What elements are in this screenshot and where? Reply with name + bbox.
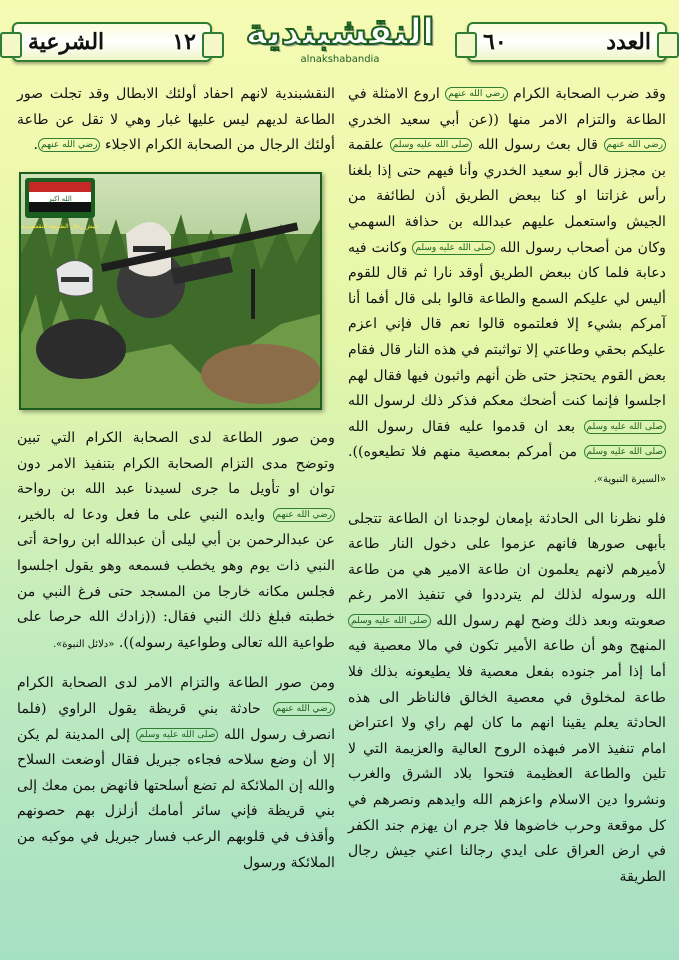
honorific-prophet-icon: صلى الله عليه وسلم bbox=[584, 445, 667, 459]
honorific-sahaba-icon: رضي الله عنهم bbox=[273, 508, 335, 522]
left-column bbox=[17, 82, 335, 173]
page-number: ١٢ bbox=[172, 29, 196, 55]
honorific-prophet-icon: صلى الله عليه وسلم bbox=[584, 420, 667, 434]
logo-subtitle: alnakshabandia bbox=[300, 54, 380, 65]
paragraph-analysis: فلو نظرنا الى الحادثة بإمعان لوجدنا ان الطاعة تتجلى بأبهى صورها فانهم عزموا على دخول النار طاعة لأميرهم لانهم يعلمون ان طاعة الامير هي من طاعة الله ورسوله لذلك لم يترددوا في تنفيذ الامر رغم صعوبته وبعد ذلك وضح لهم رسول الله صلى الله عليه وسلم المنهج وهو أن طاعة الأمير تكون في مالا معصية فيه أما إذا أمر جنوده بفعل معصية فلا يطيعونه بذلك فلا طاعة لمخلوق في معصية الخالق فالناظر الى هذه الحادثة يعلم يقينا انهم ما كان لهم راي ولا اعتراض امام تنفيذ الامر فبهذه الروح العالية والعزيمة التي لا تلين والطاعة العظيمة فتحوا بلاد الشرق والغرب ونشروا دين الاسلام واعزهم الله وايدهم ونصرهم في كل موقعة وحرب خاضوها فلا جرم ان يهزم جند الكفر في ارض العراق على ايدي رجالنا اعني جيش رجال الطريقة bbox=[348, 510, 666, 885]
section-banner bbox=[12, 22, 212, 62]
honorific-prophet-icon: صلى الله عليه وسلم bbox=[348, 614, 431, 628]
source-citation: «السيرة النبوية». bbox=[593, 473, 666, 485]
honorific-sahaba-icon: رضي الله عنهم bbox=[38, 138, 100, 152]
paragraph-ibn-rawaha: ومن صور الطاعة لدى الصحابة الكرام التي تبين وتوضح مدى التزام الصحابة الكرام بتنفيذ الامر دون توان او تأويل ما جرى لسيدنا عبد الله بن رواحة رضي الله عنهم وايده النبي على ما فعل ودعا له بالخير، عن عبدالرحمن بن أبي ليلى أن عبدالله ابن رواحة أتى النبي ذات يوم وهو يخطب فسمعه وهو يقول اجلسوا فجلس مكانه خارجا من المسجد حتى فرغ النبي من خطبته فبلغ ذلك النبي فقال: ((زادك الله حرصا على طواعية الله تعالى وطواعية رسوله)). «دلائل النبوة». bbox=[17, 430, 335, 651]
issue-banner bbox=[467, 22, 667, 62]
soldiers-photo bbox=[19, 172, 322, 410]
paragraph-bani-qurayza: ومن صور الطاعة والتزام الامر لدى الصحابة الكرام رضي الله عنهم حادثة بني قريظة يقول الراوي (فلما انصرف رسول الله صلى الله عليه وسلم إلى المدينة لم يكن إلا أن وضع سلاحه فجاءه جبريل فقال أوضعت السلاح والله إن الملائكة لم تضع أسلحتها فانهض بمن معك إلى بني قريظة فإني سائر أمامك أزلزل بهم حصونهم وأقذف في قلوبهم الرعب فسار جبريل في موكبه من الملائكة ورسول bbox=[17, 675, 336, 871]
left-column-lower bbox=[17, 426, 335, 890]
right-column bbox=[348, 82, 666, 904]
flag-caption: جيش رجال الطريقة النقشبندية bbox=[21, 223, 99, 230]
flag-motto: الله اكبر bbox=[48, 195, 72, 203]
honorific-sahaba-icon: رضي الله عنهم bbox=[604, 138, 666, 152]
issue-number: ٦٠ bbox=[483, 29, 507, 55]
honorific-sahaba-icon: رضي الله عنهم bbox=[273, 702, 335, 716]
honorific-prophet-icon: صلى الله عليه وسلم bbox=[412, 241, 495, 255]
honorific-sahaba-icon: رضي الله عنهم bbox=[445, 87, 507, 101]
honorific-prophet-icon: صلى الله عليه وسلم bbox=[136, 728, 219, 742]
logo-title: النقشبندية bbox=[245, 12, 435, 53]
section-title: الشرعية bbox=[28, 29, 105, 55]
source-citation: «دلائل النبوة». bbox=[52, 638, 115, 650]
paragraph-continuation: النقشبندية لانهم احفاد أولئك الابطال وقد تجلت صور الطاعة لديهم ليس عليها غبار وهي لا تقل عن طاعة أولئك الرجال من الصحابة الكرام الاجلاء رضي الله عنهم. bbox=[17, 86, 335, 154]
paragraph-sahaba-example: وقد ضرب الصحابة الكرام رضي الله عنهم اروع الامثلة في الطاعة والتزام الامر منها ((عن أبي سعيد الخدري رضي الله عنهم قال بعث رسول الله صلى الله عليه وسلم علقمة بن مجزز قال أبو سعيد الخدري وأنا فيهم حتى إذا بلغنا رأس غزاتنا او كنا ببعض الطريق أذن لطائفة من الجيش واستعمل عليهم عبدالله بن حذافة السهمي وكان من أصحاب رسول الله صلى الله عليه وسلم وكانت فيه دعابة فلما كان ببعض الطريق أوقد نارا ثم قال للقوم أليس لي عليكم السمع والطاعة قالوا بلى قال أفما أنا آمركم بشيء إلا فعلتموه قالوا نعم قال فإني اعزم عليكم بحقي وطاعتي إلا تواثبتم في هذه النار قال فقام بعض القوم يحتجز حتى ظن أنهم واثبون فيها فقال لهم اجلسوا فإنما كنت أضحك معكم فذكر ذلك لرسول الله صلى الله عليه وسلم بعد ان قدموا عليه فقال رسول الله صلى الله عليه وسلم من أمركم بمعصية منهم فلا تطيعوه)). «السيرة النبوية». bbox=[348, 86, 666, 485]
page-header bbox=[0, 0, 679, 80]
honorific-prophet-icon: صلى الله عليه وسلم bbox=[390, 138, 473, 152]
magazine-logo bbox=[238, 8, 442, 74]
issue-label: العدد bbox=[606, 29, 651, 55]
